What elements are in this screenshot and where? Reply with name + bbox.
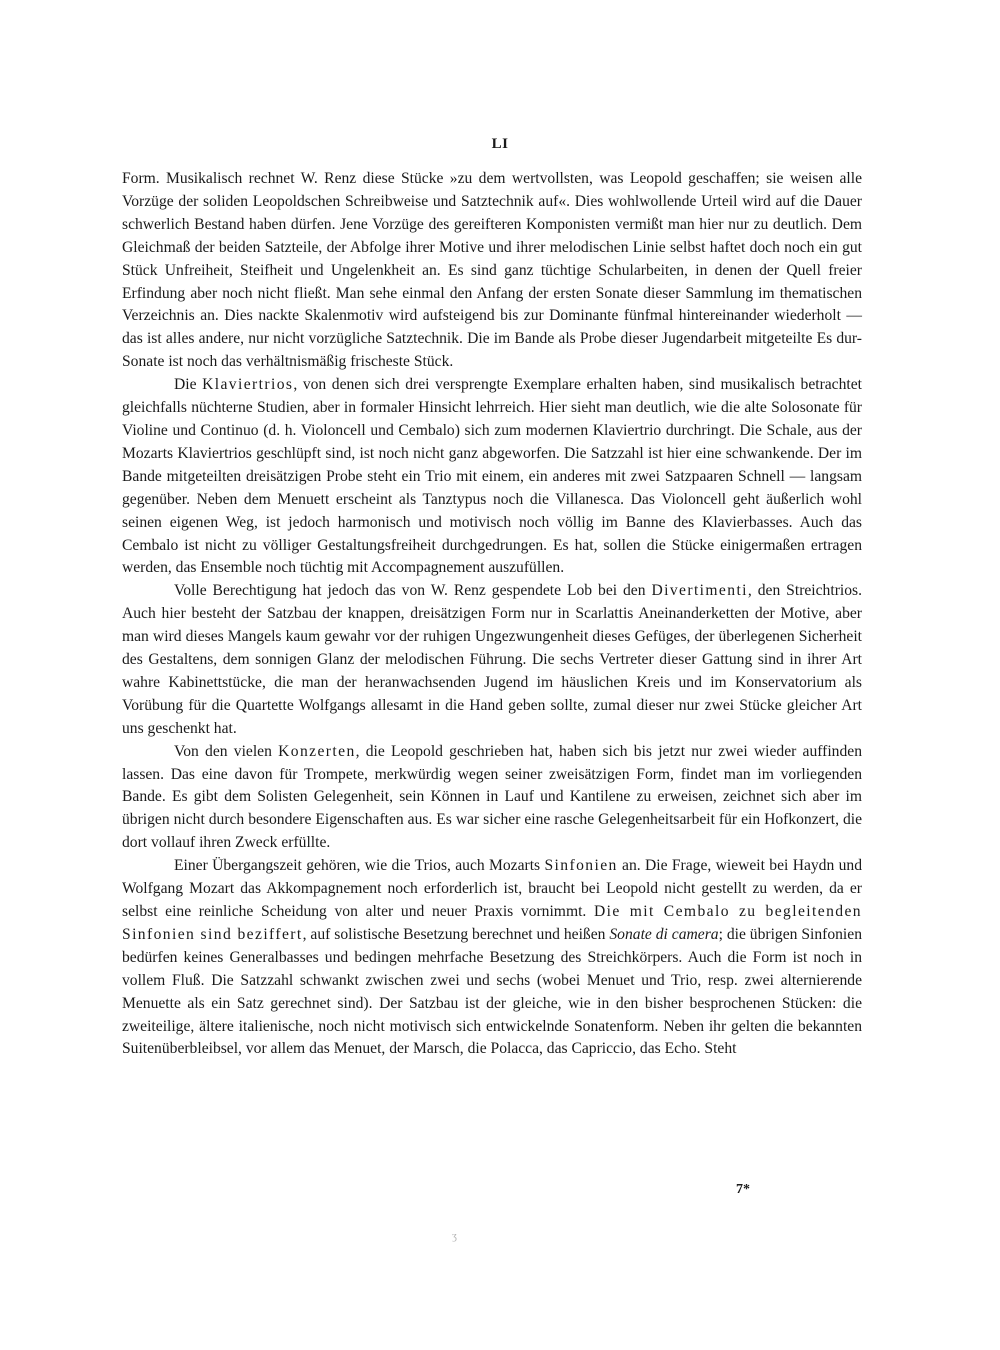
page-number: LI [491,136,509,152]
paragraph-text: an. Die Frage, wieweit bei Haydn und Wolfgang Mozart das Akkompagnement noch erforderlich ist, braucht bei Leopold nicht gestellt zu werden, da er selbst eine reinliche Scheidung von alter und neuer Praxis vornimmt. [122,857,862,920]
spaced-term: Klaviertrios [202,376,294,394]
signature-mark: 7* [736,1182,750,1197]
paragraph-divertimenti [122,580,862,740]
italic-term: Sonate di camera [609,925,719,943]
paragraph-text: Die [174,376,203,394]
stray-mark: ʒ [452,1230,457,1242]
spaced-term: Divertimenti [651,582,748,600]
paragraph-text: , den Streichtrios. Auch hier besteht der Satzbau der knappen, dreisätzigen Form nur in Scarlattis Aneinanderketten der Motive, aber man wird dieses Mangels kaum gewahr vor der ruhigen Ungezwungenheit dieses Gefüges, der überlegenen Sicherheit des Gestaltens, dem sonnigen Glanz der melodischen Führung. Die sechs Vertreter dieser Gattung sind in ihrer Art wahre Kabinettstücke, die man der heranwachsenden Jugend im häuslichen Kreis und im Konservatorium als Vorübung für die Quartette Wolfgangs allesamt in die Hand geben sollte, zumal dieser nur zwei Stücke gleicher Art uns geschenkt hat. [122,582,862,737]
paragraph-piano-sonatas: Form. Musikalisch rechnet W. Renz diese Stücke »zu dem wertvollsten, was Leopold geschaffen; sie weisen alle Vorzüge der soliden Leopoldschen Schreibweise und Satztechnik auf«. Dies wohlwollende Urteil wird auf die Dauer schwerlich Bestand haben dürfen. Jene Vorzüge des gereifteren Komponisten vermißt man hier nur zu deutlich. Dem Gleichmaß der beiden Satzteile, der Abfolge ihrer Motive und ihrer melodischen Linie selbst haftet doch noch ein gut Stück Unfreiheit, Steifheit und Ungelenkheit an. Es sind ganz tüchtige Schularbeiten, in denen der Quell freier Erfindung aber noch nicht fließt. Man sehe einmal den Anfang der ersten Sonate dieser Sammlung im thematischen Verzeichnis an. Dies nackte Skalenmotiv wird aufsteigend bis zur Dominante fünfmal hintereinander wiederholt — das ist alles andere, nur nicht vorzügliche Satztechnik. Die im Bande als Probe dieser Jugendarbeit mitgeteilte Es dur-Sonate ist noch das verhältnismäßig frischeste Stück. [122,170,862,371]
paragraph-text: Volle Berechtigung hat jedoch das von W. Renz gespendete Lob bei den [174,582,652,600]
paragraph-text: Einer Übergangszeit gehören, wie die Trios, auch Mozarts [174,857,545,875]
paragraph-text: , auf solistische Besetzung berechnet und heißen [302,925,610,943]
spaced-term: Die mit Cembalo zu begleitenden Sinfonien sind beziffert [122,903,862,943]
paragraph-piano-trios [122,374,862,580]
paragraph-symphonies [122,855,862,1061]
body-text [122,168,862,1061]
paragraph-concertos [122,741,862,856]
paragraph-text: Von den vielen [174,742,279,760]
spaced-term: Konzerten [278,742,356,760]
paragraph-text: , die Leopold geschrieben hat, haben sich bis jetzt nur zwei wieder auffinden lassen. Das eine davon für Trompete, merkwürdig wegen seiner zweisätzigen Form, findet man im vorliegenden Bande. Es gibt dem Solisten Gelegenheit, sein Können in Lauf und Kantilene zu erweisen, zeichnet sich aber im übrigen nicht durch besondere Eigenschaften aus. Es war sicher eine rasche Gelegenheitsarbeit für ein Hofkonzert, die dort vollauf ihren Zweck erfüllte. [122,742,862,852]
paragraph-text: , von denen sich drei versprengte Exemplare erhalten haben, sind musikalisch betrachtet gleichfalls nüchterne Studien, aber in formaler Hinsicht lehrreich. Hier sieht man deutlich, wie die alte Solosonate für Violine und Continuo (d. h. Violoncell und Cembalo) sich zum modernen Klaviertrio durchringt. Die Schale, aus der Mozarts Klaviertrios geschlüpft sind, ist noch nicht ganz abgeworfen. Die Satzzahl ist hier eine schwankende. Der im Bande mitgeteilten dreisätzigen Probe steht ein Trio mit einem, ein anderes mit zwei Satzpaaren Schnell — langsam gegenüber. Neben dem Menuett erscheint als Tanztypus noch die Villanesca. Das Violoncell geht äußerlich wohl seinen eigenen Weg, ist jedoch harmonisch und motivisch noch völlig im Banne des Klavierbasses. Auch das Cembalo ist nicht zu völliger Gestaltungsfreiheit durchgedrungen. Es hat, sollen die Stücke einigermaßen ertragen werden, das Ensemble noch tüchtig mit Accompagnement auszufüllen. [122,376,862,577]
spaced-term: Sinfonien [544,857,618,875]
paragraph-text: ; die übrigen Sinfonien bedürfen keines Generalbasses und bedingen mehrfache Besetzung des Streichkörpers. Auch die Form ist noch in vollem Fluß. Die Satzzahl schwankt zwischen zwei und sechs (wobei Menuet und Trio, resp. zwei alternierende Menuette als ein Satz gerechnet sind). Der Satzbau ist der gleiche, wie in den bisher besprochenen Stücken: die zweiteilige, ältere italienische, noch nicht motivisch sich entwickelnde Sonatenform. Neben ihr gelten die bekannten Suitenüberbleibsel, vor allem das Menuet, der Marsch, die Polacca, das Capriccio, das Echo. Steht [122,925,862,1058]
